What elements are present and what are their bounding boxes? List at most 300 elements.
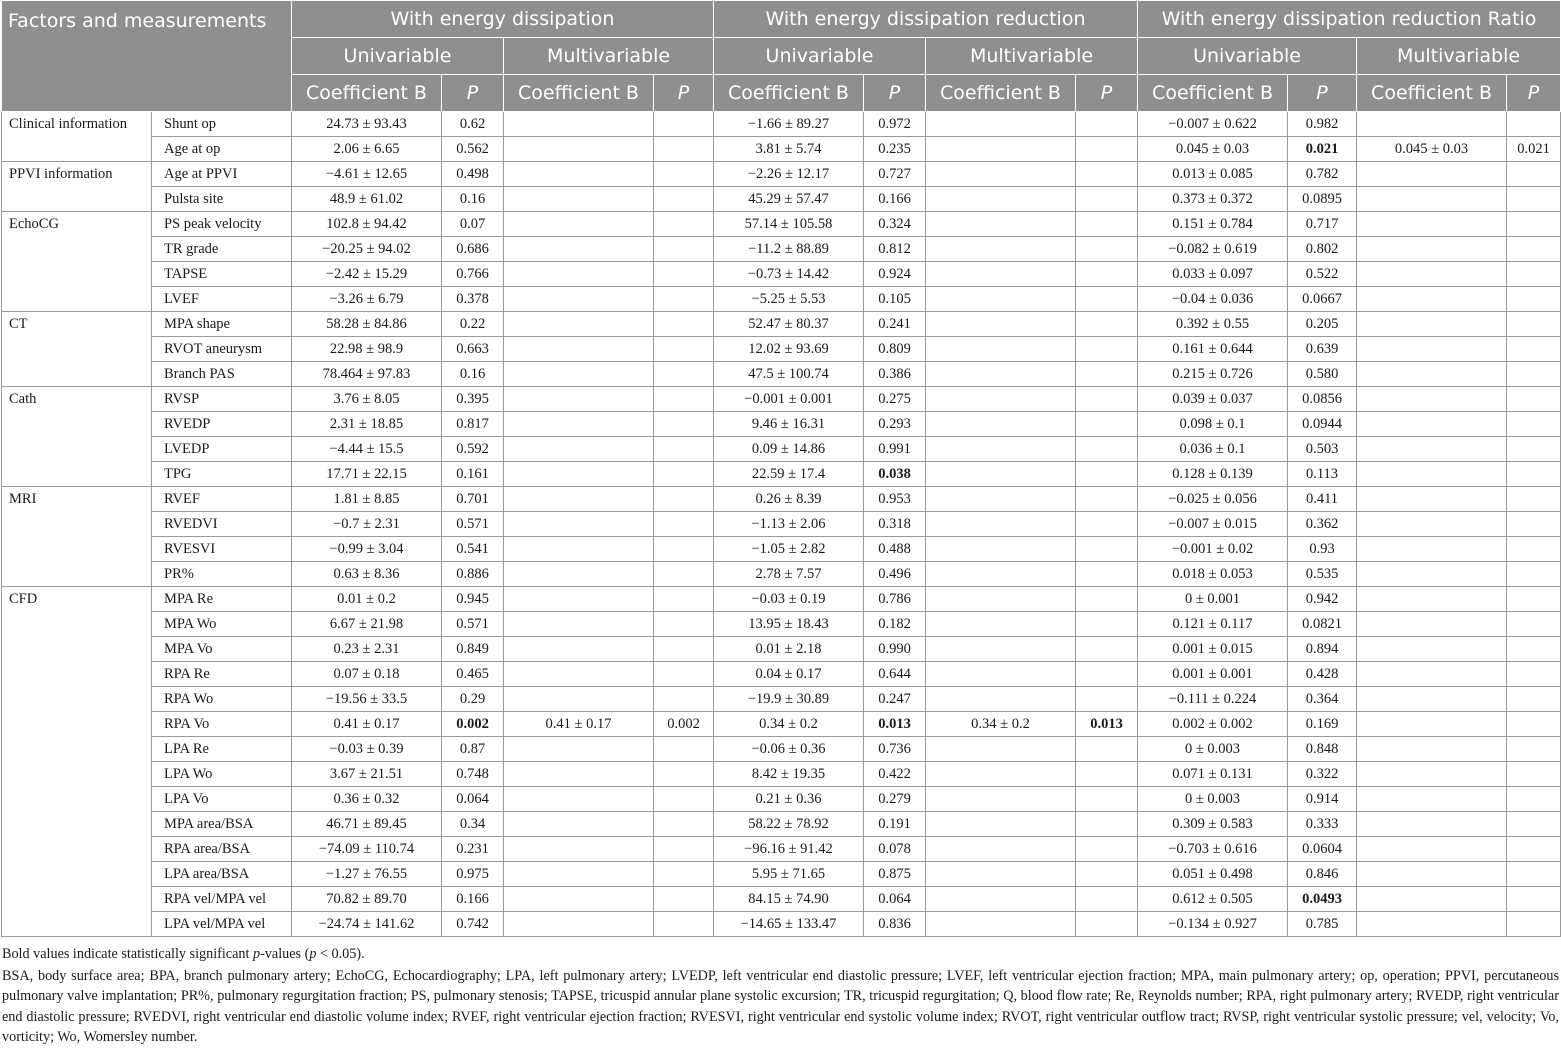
coefficient-cell <box>926 187 1076 212</box>
p-value-cell: 0.002 <box>442 712 504 737</box>
table-row <box>2 512 1561 537</box>
p-value-cell: 0.812 <box>864 237 926 262</box>
p-value-cell: 0.166 <box>864 187 926 212</box>
coefficient-cell: −0.99 ± 3.04 <box>292 537 442 562</box>
table-row <box>2 587 1561 612</box>
p-value-cell: 0.592 <box>442 437 504 462</box>
coefficient-cell: 0.26 ± 8.39 <box>714 487 864 512</box>
table-row <box>2 237 1561 262</box>
p-value-cell: 0.428 <box>1288 662 1357 687</box>
coefficient-cell: 0.309 ± 0.583 <box>1138 812 1288 837</box>
p-value-cell <box>1507 237 1561 262</box>
table-row <box>2 337 1561 362</box>
coefficient-cell <box>504 612 654 637</box>
header-coefficient-b: Coefficient B <box>1357 75 1507 112</box>
p-value-cell <box>654 762 714 787</box>
p-value-cell: 0.522 <box>1288 262 1357 287</box>
coefficient-cell: 24.73 ± 93.43 <box>292 112 442 137</box>
table-row <box>2 887 1561 912</box>
coefficient-cell: 0.045 ± 0.03 <box>1138 137 1288 162</box>
p-value-cell <box>1076 762 1138 787</box>
coefficient-cell: −2.42 ± 15.29 <box>292 262 442 287</box>
p-value-cell: 0.241 <box>864 312 926 337</box>
header-p: P <box>1507 75 1561 112</box>
p-value-cell <box>654 312 714 337</box>
coefficient-cell: 0.215 ± 0.726 <box>1138 362 1288 387</box>
p-value-cell <box>1507 337 1561 362</box>
coefficient-cell: 0.098 ± 0.1 <box>1138 412 1288 437</box>
coefficient-cell: 0.001 ± 0.015 <box>1138 637 1288 662</box>
p-value-cell <box>1076 162 1138 187</box>
p-value-cell: 0.562 <box>442 137 504 162</box>
table-row <box>2 287 1561 312</box>
p-value-cell <box>654 612 714 637</box>
coefficient-cell <box>926 512 1076 537</box>
factor-label: TAPSE <box>152 262 292 287</box>
coefficient-cell <box>504 662 654 687</box>
group-label: Cath <box>2 387 152 487</box>
coefficient-cell: −14.65 ± 133.47 <box>714 912 864 937</box>
coefficient-cell <box>1357 762 1507 787</box>
p-value-cell <box>1507 487 1561 512</box>
p-value-cell <box>1507 162 1561 187</box>
coefficient-cell: 0 ± 0.001 <box>1138 587 1288 612</box>
p-value-cell: 0.924 <box>864 262 926 287</box>
p-value-cell <box>1076 212 1138 237</box>
p-value-cell: 0.16 <box>442 362 504 387</box>
coefficient-cell: −4.61 ± 12.65 <box>292 162 442 187</box>
coefficient-cell <box>926 437 1076 462</box>
coefficient-cell <box>926 637 1076 662</box>
p-value-cell: 0.786 <box>864 587 926 612</box>
p-value-cell: 0.231 <box>442 837 504 862</box>
coefficient-cell <box>926 587 1076 612</box>
coefficient-cell <box>1357 162 1507 187</box>
coefficient-cell: 22.98 ± 98.9 <box>292 337 442 362</box>
factor-label: RPA Re <box>152 662 292 687</box>
p-value-cell <box>654 162 714 187</box>
p-value-cell <box>1507 862 1561 887</box>
coefficient-cell: 70.82 ± 89.70 <box>292 887 442 912</box>
coefficient-cell: 0.63 ± 8.36 <box>292 562 442 587</box>
p-value-cell <box>1076 287 1138 312</box>
p-value-cell: 0.990 <box>864 637 926 662</box>
factor-label: PS peak velocity <box>152 212 292 237</box>
header-group-energy-dissipation: With energy dissipation <box>292 1 714 38</box>
coefficient-cell <box>1357 612 1507 637</box>
p-value-cell: 0.318 <box>864 512 926 537</box>
p-value-cell: 0.0667 <box>1288 287 1357 312</box>
p-value-cell: 0.886 <box>442 562 504 587</box>
coefficient-cell: 2.06 ± 6.65 <box>292 137 442 162</box>
coefficient-cell: −0.73 ± 14.42 <box>714 262 864 287</box>
p-value-cell <box>654 187 714 212</box>
p-value-cell <box>654 862 714 887</box>
p-value-cell: 0.247 <box>864 687 926 712</box>
p-value-cell: 0.942 <box>1288 587 1357 612</box>
coefficient-cell <box>504 212 654 237</box>
coefficient-cell <box>504 637 654 662</box>
coefficient-cell: −0.111 ± 0.224 <box>1138 687 1288 712</box>
coefficient-cell: −1.13 ± 2.06 <box>714 512 864 537</box>
p-value-cell <box>1507 637 1561 662</box>
coefficient-cell <box>926 812 1076 837</box>
p-value-cell <box>1507 387 1561 412</box>
table-row <box>2 837 1561 862</box>
p-value-cell: 0.105 <box>864 287 926 312</box>
header-p: P <box>654 75 714 112</box>
coefficient-cell <box>926 737 1076 762</box>
p-value-cell <box>1507 362 1561 387</box>
p-value-cell: 0.817 <box>442 412 504 437</box>
p-value-cell <box>1507 887 1561 912</box>
p-value-cell <box>1076 437 1138 462</box>
coefficient-cell <box>926 912 1076 937</box>
table-row <box>2 537 1561 562</box>
header-coefficient-b: Coefficient B <box>504 75 654 112</box>
coefficient-cell: −2.26 ± 12.17 <box>714 162 864 187</box>
factor-label: RVESVI <box>152 537 292 562</box>
table-row <box>2 687 1561 712</box>
p-value-cell: 0.322 <box>1288 762 1357 787</box>
p-value-cell <box>1076 637 1138 662</box>
factor-label: LPA vel/MPA vel <box>152 912 292 937</box>
coefficient-cell <box>504 387 654 412</box>
p-value-cell <box>1076 587 1138 612</box>
p-value-cell: 0.488 <box>864 537 926 562</box>
coefficient-cell <box>1357 387 1507 412</box>
coefficient-cell <box>1357 337 1507 362</box>
coefficient-cell <box>1357 587 1507 612</box>
p-value-cell <box>654 262 714 287</box>
p-value-cell <box>654 512 714 537</box>
coefficient-cell <box>504 737 654 762</box>
factor-label: RPA area/BSA <box>152 837 292 862</box>
p-value-cell <box>1076 237 1138 262</box>
p-value-cell: 0.279 <box>864 787 926 812</box>
table-row <box>2 137 1561 162</box>
p-value-cell <box>1076 787 1138 812</box>
p-value-cell <box>1507 812 1561 837</box>
coefficient-cell: 0.071 ± 0.131 <box>1138 762 1288 787</box>
coefficient-cell: 3.67 ± 21.51 <box>292 762 442 787</box>
factor-label: PR% <box>152 562 292 587</box>
coefficient-cell <box>926 212 1076 237</box>
p-value-cell <box>1507 787 1561 812</box>
coefficient-cell <box>1357 112 1507 137</box>
coefficient-cell: −19.56 ± 33.5 <box>292 687 442 712</box>
table-header <box>2 1 1561 112</box>
coefficient-cell: 45.29 ± 57.47 <box>714 187 864 212</box>
table-row <box>2 487 1561 512</box>
p-value-cell: 0.013 <box>864 712 926 737</box>
coefficient-cell: 1.81 ± 8.85 <box>292 487 442 512</box>
p-value-cell: 0.982 <box>1288 112 1357 137</box>
p-value-cell <box>1076 562 1138 587</box>
p-value-cell: 0.16 <box>442 187 504 212</box>
coefficient-cell: 2.78 ± 7.57 <box>714 562 864 587</box>
p-value-cell <box>654 212 714 237</box>
p-value-cell: 0.945 <box>442 587 504 612</box>
coefficient-cell: −5.25 ± 5.53 <box>714 287 864 312</box>
coefficient-cell <box>1357 912 1507 937</box>
p-value-cell <box>1507 662 1561 687</box>
p-value-cell: 0.22 <box>442 312 504 337</box>
table-row <box>2 812 1561 837</box>
p-value-cell <box>1507 187 1561 212</box>
table-row <box>2 187 1561 212</box>
p-value-cell <box>1076 487 1138 512</box>
coefficient-cell <box>926 237 1076 262</box>
coefficient-cell <box>504 287 654 312</box>
coefficient-cell <box>504 912 654 937</box>
coefficient-cell: 0.121 ± 0.117 <box>1138 612 1288 637</box>
p-value-cell: 0.736 <box>864 737 926 762</box>
p-value-cell <box>1076 862 1138 887</box>
p-value-cell <box>654 362 714 387</box>
table-row <box>2 612 1561 637</box>
p-value-cell: 0.62 <box>442 112 504 137</box>
p-value-cell: 0.991 <box>864 437 926 462</box>
p-value-cell: 0.87 <box>442 737 504 762</box>
coefficient-cell: 0.373 ± 0.372 <box>1138 187 1288 212</box>
p-value-cell: 0.914 <box>1288 787 1357 812</box>
p-value-cell <box>1507 412 1561 437</box>
coefficient-cell <box>1357 637 1507 662</box>
p-value-cell: 0.364 <box>1288 687 1357 712</box>
coefficient-cell <box>1357 787 1507 812</box>
factor-label: RVSP <box>152 387 292 412</box>
coefficient-cell <box>1357 212 1507 237</box>
coefficient-cell <box>926 887 1076 912</box>
coefficient-cell <box>926 162 1076 187</box>
coefficient-cell: 0.21 ± 0.36 <box>714 787 864 812</box>
factor-label: MPA Wo <box>152 612 292 637</box>
group-label: CT <box>2 312 152 387</box>
p-value-cell: 0.0856 <box>1288 387 1357 412</box>
p-value-cell <box>1507 312 1561 337</box>
coefficient-cell <box>1357 312 1507 337</box>
p-value-cell <box>1076 137 1138 162</box>
coefficient-cell: −1.05 ± 2.82 <box>714 537 864 562</box>
coefficient-cell: 58.28 ± 84.86 <box>292 312 442 337</box>
coefficient-cell: 0.23 ± 2.31 <box>292 637 442 662</box>
p-value-cell <box>1507 837 1561 862</box>
table-footnotes <box>2 944 1559 1048</box>
coefficient-cell: 9.46 ± 16.31 <box>714 412 864 437</box>
coefficient-cell: −74.09 ± 110.74 <box>292 837 442 862</box>
coefficient-cell: 5.95 ± 71.65 <box>714 862 864 887</box>
coefficient-cell: −0.06 ± 0.36 <box>714 737 864 762</box>
coefficient-cell: −24.74 ± 141.62 <box>292 912 442 937</box>
coefficient-cell <box>504 112 654 137</box>
factor-label: LVEF <box>152 287 292 312</box>
header-group-energy-dissipation-reduction-ratio: With energy dissipation reduction Ratio <box>1138 1 1561 38</box>
coefficient-cell: 57.14 ± 105.58 <box>714 212 864 237</box>
coefficient-cell: 47.5 ± 100.74 <box>714 362 864 387</box>
p-value-cell: 0.93 <box>1288 537 1357 562</box>
p-value-cell <box>1076 187 1138 212</box>
p-value-cell <box>1507 462 1561 487</box>
table-row <box>2 762 1561 787</box>
coefficient-cell <box>926 837 1076 862</box>
coefficient-cell: −0.001 ± 0.001 <box>714 387 864 412</box>
coefficient-cell: 22.59 ± 17.4 <box>714 462 864 487</box>
p-value-cell: 0.34 <box>442 812 504 837</box>
p-value-cell: 0.503 <box>1288 437 1357 462</box>
p-value-cell: 0.686 <box>442 237 504 262</box>
p-value-cell <box>1076 512 1138 537</box>
p-value-cell: 0.113 <box>1288 462 1357 487</box>
header-multivariable: Multivariable <box>1357 38 1561 75</box>
coefficient-cell <box>1357 662 1507 687</box>
coefficient-cell: 3.81 ± 5.74 <box>714 137 864 162</box>
group-label: PPVI information <box>2 162 152 212</box>
p-value-cell: 0.846 <box>1288 862 1357 887</box>
p-value-cell: 0.809 <box>864 337 926 362</box>
p-value-cell: 0.333 <box>1288 812 1357 837</box>
factor-label: LPA area/BSA <box>152 862 292 887</box>
p-value-cell <box>1076 412 1138 437</box>
group-label: CFD <box>2 587 152 937</box>
factor-label: LPA Wo <box>152 762 292 787</box>
coefficient-cell: −11.2 ± 88.89 <box>714 237 864 262</box>
table-row <box>2 912 1561 937</box>
header-p: P <box>864 75 926 112</box>
p-value-cell: 0.496 <box>864 562 926 587</box>
p-value-cell <box>654 787 714 812</box>
table-row <box>2 212 1561 237</box>
p-value-cell: 0.378 <box>442 287 504 312</box>
coefficient-cell: −0.082 ± 0.619 <box>1138 237 1288 262</box>
coefficient-cell: −4.44 ± 15.5 <box>292 437 442 462</box>
p-value-cell: 0.541 <box>442 537 504 562</box>
coefficient-cell <box>926 412 1076 437</box>
p-value-cell <box>1076 687 1138 712</box>
header-coefficient-b: Coefficient B <box>1138 75 1288 112</box>
coefficient-cell: 84.15 ± 74.90 <box>714 887 864 912</box>
p-value-cell <box>654 637 714 662</box>
coefficient-cell <box>1357 362 1507 387</box>
coefficient-cell: −0.7 ± 2.31 <box>292 512 442 537</box>
p-value-cell: 0.975 <box>442 862 504 887</box>
p-value-cell: 0.021 <box>1288 137 1357 162</box>
coefficient-cell <box>1357 412 1507 437</box>
p-value-cell: 0.785 <box>1288 912 1357 937</box>
p-value-cell: 0.205 <box>1288 312 1357 337</box>
header-univariable: Univariable <box>714 38 926 75</box>
coefficient-cell: −0.134 ± 0.927 <box>1138 912 1288 937</box>
coefficient-cell: 0.01 ± 2.18 <box>714 637 864 662</box>
p-value-cell: 0.07 <box>442 212 504 237</box>
coefficient-cell <box>504 237 654 262</box>
p-value-cell <box>1076 662 1138 687</box>
coefficient-cell <box>926 537 1076 562</box>
p-value-cell: 0.701 <box>442 487 504 512</box>
p-value-cell: 0.235 <box>864 137 926 162</box>
p-value-cell <box>654 537 714 562</box>
p-value-cell: 0.580 <box>1288 362 1357 387</box>
p-value-cell: 0.422 <box>864 762 926 787</box>
p-value-cell <box>1507 712 1561 737</box>
p-value-cell <box>654 487 714 512</box>
p-value-cell <box>1507 437 1561 462</box>
factor-label: MPA Vo <box>152 637 292 662</box>
coefficient-cell: −0.04 ± 0.036 <box>1138 287 1288 312</box>
factor-label: RVEDP <box>152 412 292 437</box>
coefficient-cell: 0.002 ± 0.002 <box>1138 712 1288 737</box>
header-factors-and-measurements: Factors and measurements <box>2 1 292 112</box>
coefficient-cell: 78.464 ± 97.83 <box>292 362 442 387</box>
coefficient-cell <box>1357 237 1507 262</box>
header-multivariable: Multivariable <box>926 38 1138 75</box>
factor-label: Pulsta site <box>152 187 292 212</box>
coefficient-cell <box>926 462 1076 487</box>
table-row <box>2 412 1561 437</box>
coefficient-cell: 17.71 ± 22.15 <box>292 462 442 487</box>
coefficient-cell <box>1357 812 1507 837</box>
p-value-cell: 0.742 <box>442 912 504 937</box>
p-value-cell: 0.498 <box>442 162 504 187</box>
coefficient-cell: 0 ± 0.003 <box>1138 787 1288 812</box>
factor-label: RVOT aneurysm <box>152 337 292 362</box>
p-value-cell: 0.166 <box>442 887 504 912</box>
coefficient-cell <box>926 487 1076 512</box>
p-value-cell <box>654 912 714 937</box>
p-value-cell: 0.002 <box>654 712 714 737</box>
group-label: EchoCG <box>2 212 152 312</box>
p-value-cell: 0.535 <box>1288 562 1357 587</box>
footnote-bold-values: Bold values indicate statistically significant p-values (p < 0.05). <box>2 946 365 962</box>
p-value-cell <box>1507 262 1561 287</box>
coefficient-cell <box>1357 487 1507 512</box>
p-value-cell <box>1076 737 1138 762</box>
p-value-cell: 0.465 <box>442 662 504 687</box>
p-value-cell: 0.064 <box>442 787 504 812</box>
coefficient-cell <box>504 587 654 612</box>
coefficient-cell: 0.051 ± 0.498 <box>1138 862 1288 887</box>
coefficient-cell <box>504 512 654 537</box>
factor-label: MPA Re <box>152 587 292 612</box>
coefficient-cell <box>1357 462 1507 487</box>
coefficient-cell: 0.34 ± 0.2 <box>926 712 1076 737</box>
table-row <box>2 362 1561 387</box>
factor-label: RVEDVI <box>152 512 292 537</box>
factor-label: Age at op <box>152 137 292 162</box>
factor-label: TR grade <box>152 237 292 262</box>
p-value-cell: 0.663 <box>442 337 504 362</box>
p-value-cell <box>654 437 714 462</box>
p-value-cell: 0.182 <box>864 612 926 637</box>
table-row <box>2 787 1561 812</box>
coefficient-cell: 0.001 ± 0.001 <box>1138 662 1288 687</box>
p-value-cell: 0.0493 <box>1288 887 1357 912</box>
factor-label: RVEF <box>152 487 292 512</box>
coefficient-cell <box>1357 712 1507 737</box>
coefficient-cell <box>504 537 654 562</box>
p-value-cell: 0.766 <box>442 262 504 287</box>
p-value-cell <box>1076 362 1138 387</box>
p-value-cell <box>654 662 714 687</box>
p-value-cell <box>1076 537 1138 562</box>
p-value-cell <box>1076 337 1138 362</box>
coefficient-cell <box>504 137 654 162</box>
coefficient-cell <box>926 687 1076 712</box>
header-p: P <box>1288 75 1357 112</box>
coefficient-cell <box>926 562 1076 587</box>
p-value-cell <box>1076 612 1138 637</box>
coefficient-cell <box>504 687 654 712</box>
